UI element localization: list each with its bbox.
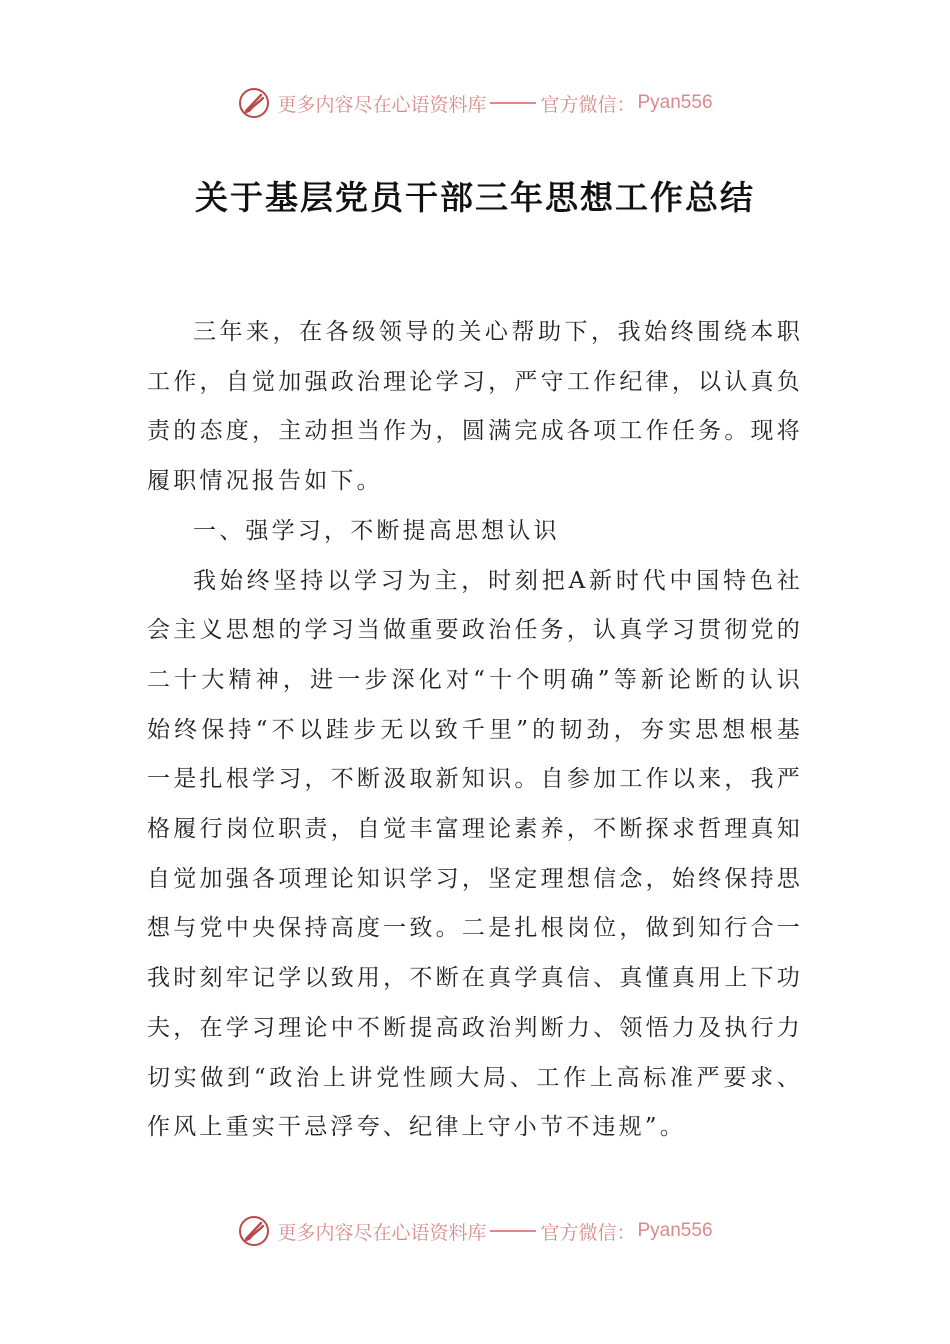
- document-title: 关于基层党员干部三年思想工作总结: [195, 178, 755, 217]
- paragraph-intro: 三年来，在各级领导的关心帮助下，我始终围绕本职工作，自觉加强政治理论学习，严守工作纪律，以认真负责的态度，主动担当作为，圆满完成各项工作任务。现将履职情况报告如下。: [147, 319, 803, 495]
- quill-logo-icon: [237, 1214, 271, 1248]
- watermark-dash: [490, 1230, 536, 1232]
- wechat-label: 官方微信：: [540, 93, 636, 116]
- watermark-dash: [490, 102, 536, 104]
- wechat-id: Pyan556: [637, 1220, 713, 1241]
- section-heading: 一、强学习，不断提高思想认识: [193, 517, 560, 544]
- header-watermark: [0, 83, 950, 123]
- watermark-text: 更多内容尽在心语资料库: [277, 93, 487, 116]
- wechat-label: 官方微信：: [540, 1221, 636, 1244]
- watermark-text: 更多内容尽在心语资料库: [277, 1221, 487, 1244]
- footer-watermark: [0, 1211, 950, 1251]
- quill-logo-icon: [237, 86, 271, 120]
- document-body: [147, 308, 803, 1153]
- wechat-id: Pyan556: [637, 92, 713, 113]
- paragraph-study: 我始终坚持以学习为主，时刻把A新时代中国特色社会主义思想的学习当做重要政治任务，认真学习贯彻党的二十大精神，进一步深化对“十个明确”等新论断的认识始终保持“不以跬步无以致千里”的韧劲，夯实思想根基一是扎根学习，不断汲取新知识。自参加工作以来，我严格履行岗位职责，自觉丰富理论素养，不断探求哲理真知自觉加强各项理论知识学习，坚定理想信念，始终保持思想与党中央保持高度一致。二是扎根岗位，做到知行合一我时刻牢记学以致用，不断在真学真信、真懂真用上下功夫，在学习理论中不断提高政治判断力、领悟力及执行力切实做到“政治上讲党性顾大局、工作上高标准严要求、作风上重实干忌浮夸、纪律上守小节不违规”。: [147, 567, 803, 1141]
